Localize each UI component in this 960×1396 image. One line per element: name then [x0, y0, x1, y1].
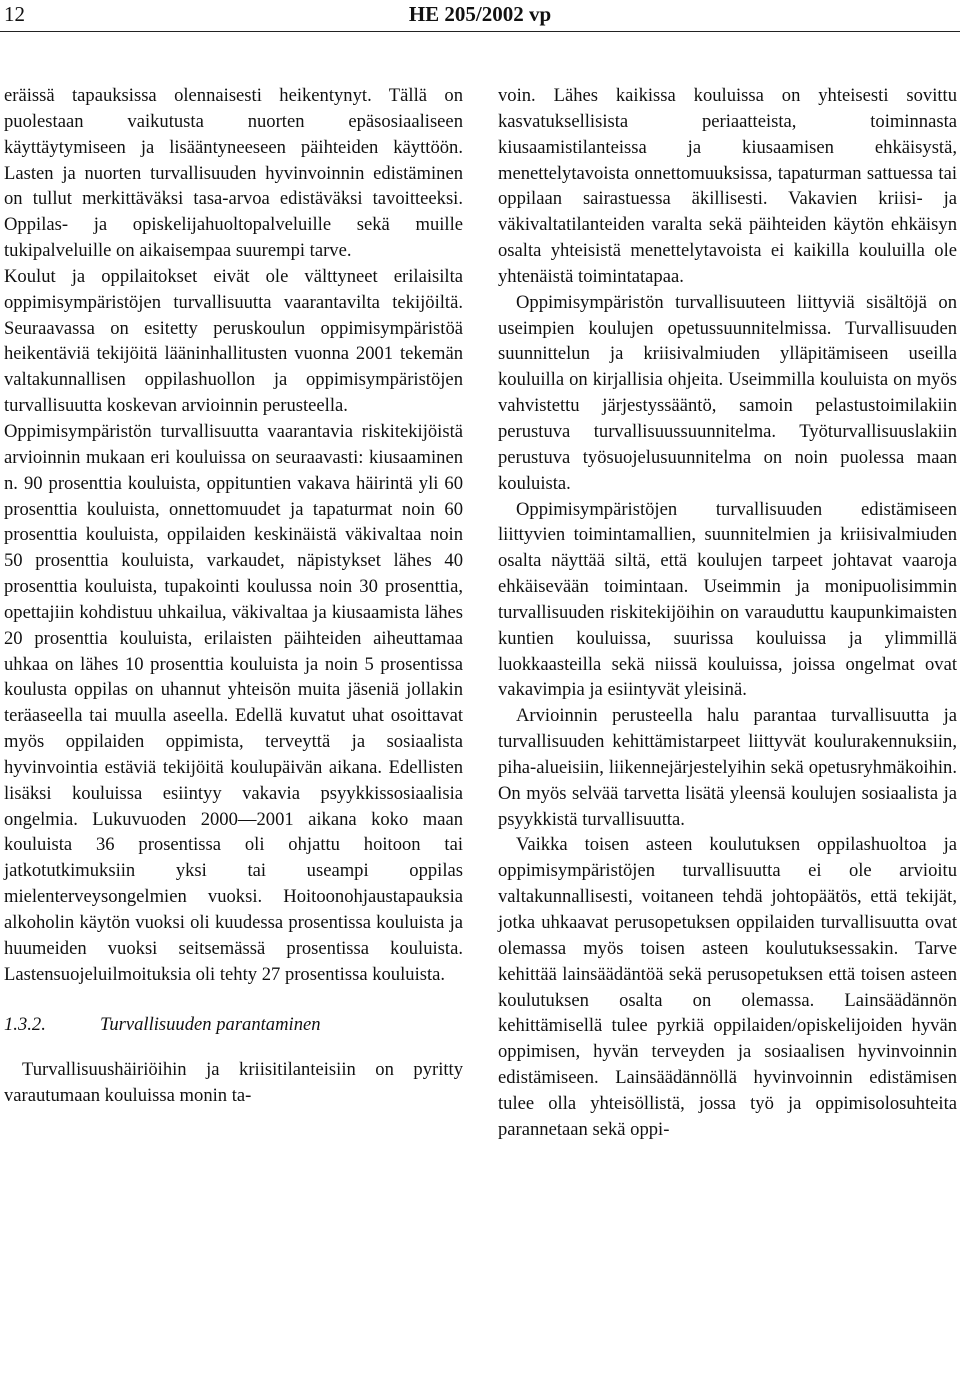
- paragraph: eräissä tapauksissa olennaisesti heikentynyt. Tällä on puolestaan vaikutusta nuorten epäsosiaaliseen käyttäytymiseen ja lisääntyneeseen päihteiden käyttöön. Lasten ja nuorten turvallisuuden hyvinvoinnin edistäminen on tullut merkittäväksi tasa-arvoa edistäväksi tavoitteeksi. Oppilas- ja opiskelijahuoltopalveluille sekä muille tukipalveluille on aikaisempaa suurempi tarve.: [4, 85, 463, 262]
- header-rule: [0, 31, 960, 32]
- paragraph: Arvioinnin perusteella halu parantaa turvallisuutta ja turvallisuuden kehittämistarpeet liittyvät koulurakennuksiin, piha-alueisiin, liikennejärjestelyihin sekä opetusryhmäkoihin. On myös selvää tarvetta lisätä yleensä koulujen sosiaalista ja psyykkistä turvallisuutta.: [498, 705, 957, 830]
- paragraph: Vaikka toisen asteen koulutuksen oppilashuoltoa ja oppimisympäristöjen turvallisuutta ei ole arvioitu valtakunnallisesti, voitaneen tehdä johtopäätös, että tekijät, jotka uhkaavat perusopetuksen oppilaiden turvallisuutta ovat olemassa myös toisen asteen koulutuksessakin. Tarve kehittää lainsäädäntöä sekä perusopetuksen että toisen asteen koulutuksen osalta on olemassa. Lainsäädännön kehittämisellä tulee pyrkiä oppilaiden/opiskelijoiden hyvän oppimisen, hyvän terveyden ja sosiaalisen hyvinvoinnin edistämiseen. Lainsäädännöllä hyvinvoinnin edistämisen tulee olla yhteisöllistä, jossa työ ja oppimisolosuhteita parannetaan sekä oppi-: [498, 834, 957, 1140]
- paragraph: Oppimisympäristön turvallisuuteen liittyviä sisältöjä on useimpien koulujen opetussuunnitelmissa. Turvallisuuden suunnittelun ja kriisivalmiuden ylläpitämiseen useilla kouluilla on kirjallisia ohjeita. Useimmilla kouluista on myös vahvistettu järjestyssääntö, samoin pelastustoimilakiin perustuva turvallisuussuunnitelma. Työturvallisuuslakiin perustuva työsuojelusuunnitelma on noin puolessa maan kouluista.: [498, 291, 957, 494]
- left-column: [4, 83, 463, 1109]
- document-id: HE 205/2002 vp: [408, 2, 552, 26]
- right-column: [498, 83, 957, 1143]
- section-number: 1.3.2.: [4, 1013, 46, 1035]
- page-number: 12: [4, 2, 25, 26]
- page-header: [0, 0, 960, 30]
- section-heading: [4, 1012, 463, 1038]
- paragraph: Oppimisympäristön turvallisuutta vaarantavia riskitekijöistä arvioinnin mukaan eri kouluissa on seuraavasti: kiusaaminen n. 90 prosenttia kouluista, oppituntien vakava häirintä yli 60 prosenttia kouluista, onnettomuudet ja tapaturmat noin 60 prosenttia kouluista, oppilaiden keskinäistä väkivaltaa noin 50 prosenttia kouluista, varkaudet, näpistykset lähes 40 prosenttia kouluista, tupakointi koulussa noin 30 prosenttia, opettajiin kohdistuu uhkailua, väkivaltaa ja kiusaamista lähes 20 prosenttia kouluista, erilaisten päihteiden aiheuttamaa uhkaa on lähes 10 prosenttia kouluista ja noin 5 prosentissa koulusta oppilas on uhannut yhteisön muita jäseniä jollakin teräaseella tai muulla aseella. Edellä kuvatut uhat osoittavat myös oppilaiden oppimista, terveyttä ja sosiaalista hyvinvointia estäviä tekijöitä koulupäivän aikana. Edellisten lisäksi kouluissa esiintyy vakavia psyykkissosiaalisia ongelmia. Lukuvuoden 2000—2001 aikana koko maan kouluista 36 prosentissa oli ohjattu hoitoon tai jatkotutkimuksiin yksi tai useampi oppilas mielenterveysongelmien vuoksi. Hoitoonohjaustapauksia alkoholin käytön vuoksi oli kuudessa prosentissa kouluista ja huumeiden vuoksi seitsemässä prosentissa kouluista. Lastensuojeluilmoituksia oli tehty 27 prosentissa kouluista.: [4, 420, 463, 985]
- paragraph: Koulut ja oppilaitokset eivät ole välttyneet erilaisilta oppimisympäristöjen turvallisuutta vaarantavilta tekijöiltä. Seuraavassa on esitetty peruskoulun oppimisympäristöä heikentäviä tekijöitä lääninhallitusten vuonna 2001 tekemän valtakunnallisen oppilashuollon ja oppimisympäristöjen turvallisuutta koskevan arvioinnin perusteella.: [4, 265, 463, 417]
- paragraph: Oppimisympäristöjen turvallisuuden edistämiseen liittyvien toimintamallien, suunnitelmien ja kriisivalmiuden osalta näyttää siltä, että koulujen tarpeet johtavat vaaroja ehkäisevään toimintaan. Useimmin ja monipuolisimmin turvallisuuden riskitekijöihin on varauduttu kaupunkimaisten kuntien kouluissa, suurissa kouluissa ja ylimmillä luokkaasteilla sekä niissä kouluissa, joissa ongelmat ovat vakavimpia ja esiintyvät yleisinä.: [498, 498, 957, 701]
- section-title: Turvallisuuden parantaminen: [100, 1013, 321, 1035]
- paragraph: Turvallisuushäiriöihin ja kriisitilanteisiin on pyritty varautumaan kouluissa monin ta-: [4, 1059, 463, 1107]
- paragraph: voin. Lähes kaikissa kouluissa on yhteisesti sovittu kasvatuksellisista periaatteista, toiminnasta kiusaamistilanteissa ja kiusaamisen ehkäisystä, menettelytavoista onnettomuuksissa, tapaturman sattuessa tai oppilaan sairastuessa äkillisesti. Vakavien kriisi- ja väkivaltatilanteiden varalta sekä päihteiden käytön ehkäisyn osalta yhteisistä menettelytavoista ei kaikilla kouluilla ole yhtenäistä toimintatapaa.: [498, 85, 957, 287]
